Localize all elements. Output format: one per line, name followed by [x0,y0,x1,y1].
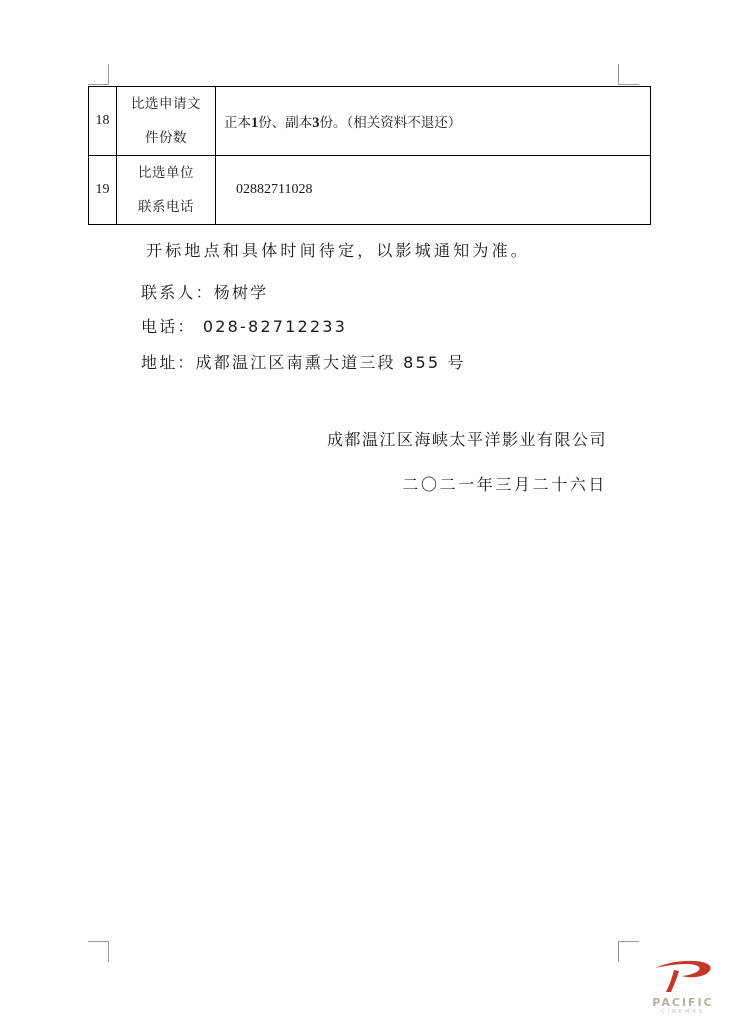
page-corner-mark-bottom-right [618,941,639,962]
content-text: 份、副本 [258,114,313,131]
logo-swoosh-icon [652,958,714,994]
contact-phone: 电话： 028-82712233 [141,317,348,336]
row-content [216,87,651,156]
info-table [88,86,651,225]
company-name: 成都温江区海峡太平洋影业有限公司 [326,430,607,449]
row-content: 02882711028 [216,156,651,225]
row-label-line: 比选单位 [138,165,194,181]
row-label [117,87,216,156]
content-text: 份。（相关资料不退还） [319,114,462,131]
document-date: 二〇二一年三月二十六日 [402,475,607,494]
row-label-line: 件份数 [145,130,187,146]
contact-address: 地址：成都温江区南熏大道三段 855 号 [141,353,466,372]
table-row [89,156,651,225]
contact-person: 联系人：杨树学 [141,283,269,302]
row-label-line: 比选申请文 [131,96,201,112]
row-label [117,156,216,225]
notice-text: 开标地点和具体时间待定，以影城通知为准。 [146,241,531,260]
copy-count: 3 [312,114,320,131]
table-row [89,87,651,156]
row-number: 18 [89,87,117,156]
page-corner-mark-top-right [618,64,639,85]
logo-subtext: CINEMAS [661,1009,705,1015]
row-number: 19 [89,156,117,225]
logo-text: PACIFIC [652,996,714,1009]
page-corner-mark-top-left [88,64,109,85]
row-label-line: 联系电话 [138,199,194,215]
content-text: 正本 [224,114,251,131]
page-corner-mark-bottom-left [88,941,109,962]
original-count: 1 [251,114,259,131]
pacific-cinemas-logo [640,958,726,1020]
